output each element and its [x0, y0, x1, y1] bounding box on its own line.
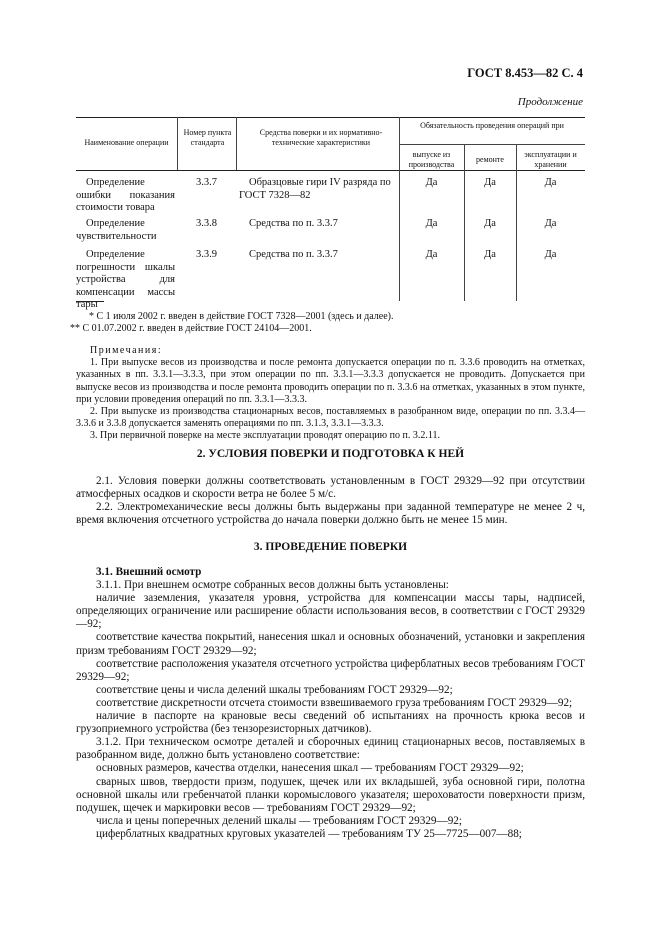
- table-row-repair: Да: [484, 218, 496, 229]
- list-item: соответствие дискретности отсчета стоимости взвешиваемого груза требованиям ГОСТ 29329—92;: [96, 696, 573, 709]
- list-item: сварных швов, твердости призм, подушек, щечек или их вкладышей, зуба основной гири, полотна основной шкалы или гребенчатой планки коромыслового указателя; шероховатости поверхности призм, подушек, щечек и маркировки весов — требованиям ГОСТ 29329—92;: [76, 775, 585, 814]
- col-header-release: выпуске из производства: [408, 150, 455, 169]
- note-item: 2. При выпуске из производства стационарных весов, поставляемых в разобранном виде, операции по пп. 3.3.4—3.3.6 и 3.3.8 допускается заменять операциями по пп. 3.1.3, 3.3.1—3.3.3.: [76, 406, 585, 430]
- footnote: * С 1 июля 2002 г. введен в действие ГОСТ 7328—2001 (здесь и далее).: [89, 311, 394, 322]
- col-header-means: Средства поверки и их нормативно-технические характеристики: [259, 128, 383, 147]
- table-row-means: Образцовые гири IV разряда по ГОСТ 7328—82: [239, 177, 391, 201]
- table-top-rule: [76, 117, 585, 118]
- col-header-mandatory: Обязательность проведения операций при: [420, 121, 564, 130]
- page-header: ГОСТ 8.453—82 С. 4: [467, 66, 583, 80]
- list-item: циферблатных квадратных круговых указателей — требованиям ТУ 25—7725—007—88;: [96, 827, 522, 840]
- table-header-rule: [76, 170, 585, 171]
- list-item: соответствие цены и числа делений шкалы требованиям ГОСТ 29329—92;: [96, 683, 453, 696]
- table-row-repair: Да: [484, 177, 496, 188]
- table-row-clause: 3.3.9: [196, 249, 217, 260]
- col-header-clause: Номер пункта стандарта: [183, 128, 232, 147]
- table-row-release: Да: [425, 249, 438, 260]
- list-item: числа и цены поперечных делений шкалы — требованиям ГОСТ 29329—92;: [96, 814, 463, 827]
- paragraph: 2.1. Условия поверки должны соответствовать установленным в ГОСТ 29329—92 при отсутствии атмосферных осадков и скорости ветра не более 5 м/с.: [76, 475, 585, 501]
- table-row-name: Определение чувствительности: [76, 218, 157, 242]
- notes-title: Примечания:: [90, 345, 163, 356]
- list-item: наличие в паспорте на крановые весы сведений об испытаниях на прочность крюка весов и грузоприемного устройства (без тензорезисторных датчиков).: [76, 710, 585, 736]
- list-item: основных размеров, качества отделки, нанесения шкал — требованиям ГОСТ 29329—92;: [96, 762, 524, 775]
- paragraph: 3.1.1. При внешнем осмотре собранных весов должны быть установлены:: [96, 579, 449, 592]
- table-row-name: Определение погрешности шкалы устройства для компенсации массы тары: [76, 249, 175, 310]
- list-item: соответствие расположения указателя отсчетного устройства циферблатных весов требованиям ГОСТ 29329—92;: [76, 657, 585, 683]
- list-item: соответствие качества покрытий, нанесения шкал и основных обозначений, установки и закрепления призм требованиям ГОСТ 29329—92;: [76, 631, 585, 657]
- table-row-repair: Да: [484, 249, 496, 260]
- list-item: наличие заземления, указателя уровня, устройства для компенсации массы тары, надписей, определяющих ограничение или расширение области использования весов, в соответствии с ГОСТ 29329—92;: [76, 592, 585, 631]
- table-row-clause: 3.3.7: [196, 177, 217, 188]
- table-row-means: Средства по п. 3.3.7: [249, 218, 338, 229]
- notes-block: [76, 345, 585, 443]
- col-header-operation: Наименование операции: [84, 138, 169, 147]
- section-2-body: [76, 475, 585, 527]
- col-header-operation-use: эксплуатации и хранении: [524, 150, 577, 169]
- table-row-release: Да: [425, 177, 438, 188]
- section-3-body: [76, 566, 585, 841]
- col-header-repair: ремонте: [476, 155, 504, 164]
- note-item: 3. При первичной поверке на месте эксплуатации проводят операцию по п. 3.2.11.: [90, 430, 440, 442]
- footnote: ** С 01.07.2002 г. введен в действие ГОСТ 24104—2001.: [70, 323, 312, 334]
- paragraph: 2.2. Электромеханические весы должны быть выдержаны при заданной температуре не менее 2 ч, время включения отсчетного устройства до начала поверки должно быть не менее 15 мин.: [76, 501, 585, 527]
- table-row-means: Средства по п. 3.3.7: [249, 249, 338, 260]
- table-row-name: Определение ошибки показания стоимости товара: [76, 177, 175, 213]
- section-heading: 3. ПРОВЕДЕНИЕ ПОВЕРКИ: [253, 541, 408, 553]
- table-row-clause: 3.3.8: [196, 218, 217, 229]
- table-row-operation-use: Да: [544, 218, 557, 229]
- continuation-label: Продолжение: [517, 96, 583, 108]
- subsection-heading: 3.1. Внешний осмотр: [96, 566, 202, 578]
- table-row-release: Да: [425, 218, 438, 229]
- table-row-operation-use: Да: [544, 177, 557, 188]
- section-heading: 2. УСЛОВИЯ ПОВЕРКИ И ПОДГОТОВКА К НЕЙ: [196, 448, 465, 460]
- paragraph: 3.1.2. При техническом осмотре деталей и сборочных единиц стационарных весов, поставляемых в разобранном виде, должно быть установлено соответствие:: [76, 736, 585, 762]
- table-row-operation-use: Да: [544, 249, 557, 260]
- note-item: 1. При выпуске весов из производства и после ремонта допускается операции по п. 3.3.6 проводить на отметках, указанных в пп. 3.3.1—3.3.3, при этом операции по пп. 3.3.1—3.3.3 допускается не проводить. Допускается при выпуске весов из производства и после ремонта проводить операции по п. 3.3.6 на отметках, указанных в этом пункте, при условии проведения операций по пп. 3.3.1—3.3.3.: [76, 357, 585, 405]
